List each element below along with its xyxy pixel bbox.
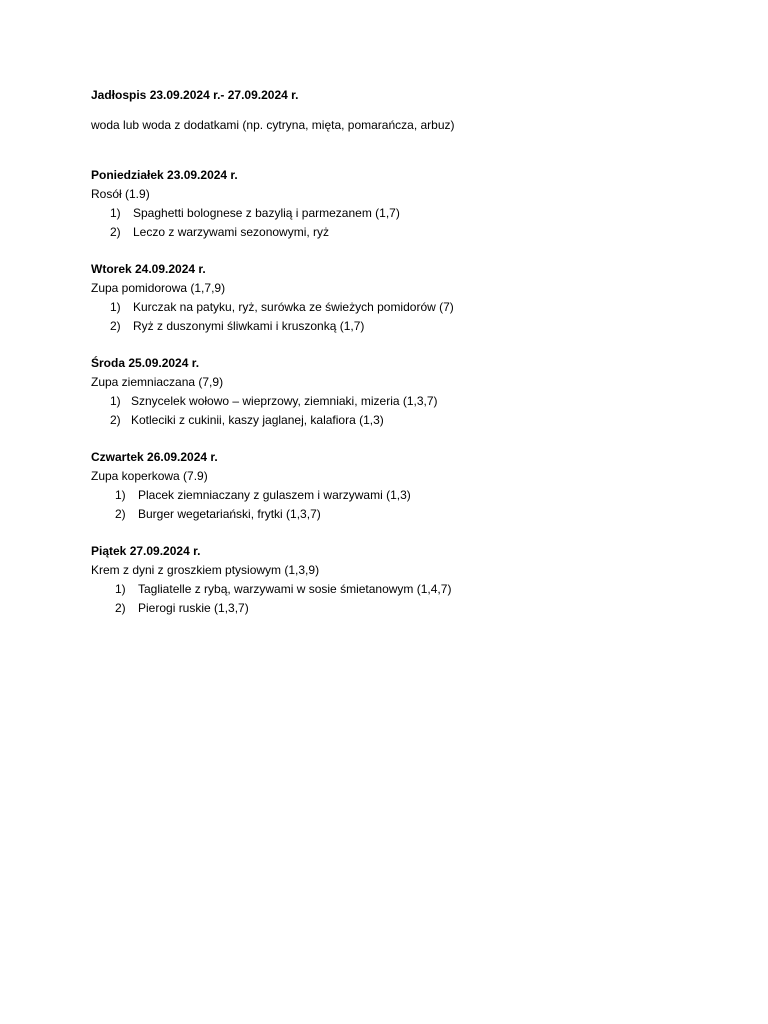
list-item: Sznycelek wołowo – wieprzowy, ziemniaki, mizeria (1,3,7) bbox=[131, 394, 438, 408]
list-item: Leczo z warzywami sezonowymi, ryż bbox=[133, 225, 330, 239]
list-item: Burger wegetariański, frytki (1,3,7) bbox=[138, 507, 321, 521]
list-number: 2) bbox=[115, 507, 126, 521]
day-heading-wednesday: Środa 25.09.2024 r. bbox=[91, 356, 200, 370]
list-number: 1) bbox=[115, 488, 126, 502]
soup-friday: Krem z dyni z groszkiem ptysiowym (1,3,9) bbox=[91, 563, 320, 577]
list-item: Spaghetti bolognese z bazylią i parmezanem (1,7) bbox=[133, 206, 400, 220]
list-number: 2) bbox=[110, 225, 121, 239]
list-number: 1) bbox=[110, 394, 121, 408]
day-heading-friday: Piątek 27.09.2024 r. bbox=[91, 544, 201, 558]
list-number: 1) bbox=[115, 582, 126, 596]
drinks-note: woda lub woda z dodatkami (np. cytryna, mięta, pomarańcza, arbuz) bbox=[91, 118, 455, 132]
list-item: Tagliatelle z rybą, warzywami w sosie śmietanowym (1,4,7) bbox=[138, 582, 452, 596]
soup-wednesday: Zupa ziemniaczana (7,9) bbox=[91, 375, 224, 389]
day-heading-thursday: Czwartek 26.09.2024 r. bbox=[91, 450, 218, 464]
day-heading-tuesday: Wtorek 24.09.2024 r. bbox=[91, 262, 206, 276]
soup-tuesday: Zupa pomidorowa (1,7,9) bbox=[91, 281, 226, 295]
list-item: Placek ziemniaczany z gulaszem i warzywami (1,3) bbox=[138, 488, 411, 502]
soup-monday: Rosół (1.9) bbox=[91, 187, 150, 201]
soup-thursday: Zupa koperkowa (7.9) bbox=[91, 469, 208, 483]
list-number: 2) bbox=[110, 319, 121, 333]
list-item: Kurczak na patyku, ryż, surówka ze świeżych pomidorów (7) bbox=[133, 300, 454, 314]
list-number: 2) bbox=[115, 601, 126, 615]
list-item: Ryż z duszonymi śliwkami i kruszonką (1,7) bbox=[133, 319, 365, 333]
list-number: 1) bbox=[110, 206, 121, 220]
list-number: 2) bbox=[110, 413, 121, 427]
list-item: Pierogi ruskie (1,3,7) bbox=[138, 601, 249, 615]
list-item: Kotleciki z cukinii, kaszy jaglanej, kalafiora (1,3) bbox=[131, 413, 384, 427]
day-heading-monday: Poniedziałek 23.09.2024 r. bbox=[91, 168, 238, 182]
menu-title: Jadłospis 23.09.2024 r.- 27.09.2024 r. bbox=[91, 88, 299, 102]
list-number: 1) bbox=[110, 300, 121, 314]
